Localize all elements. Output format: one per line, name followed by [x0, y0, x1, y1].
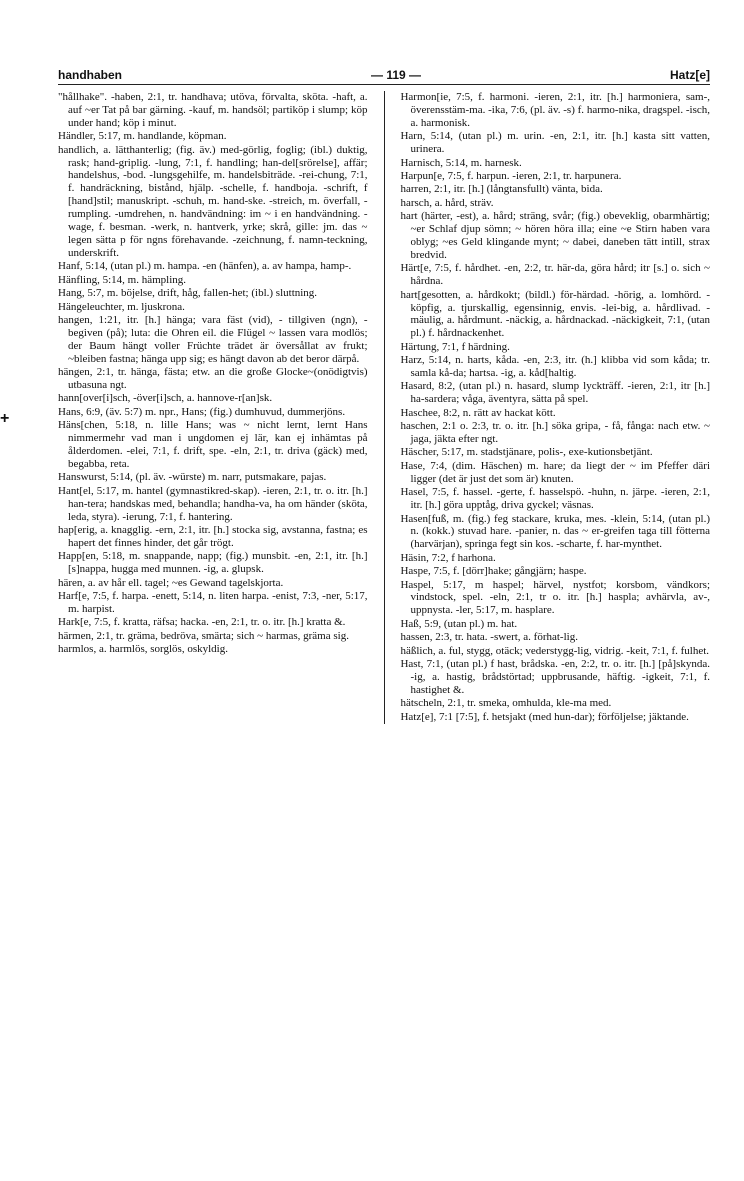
dictionary-entry: harren, 2:1, itr. [h.] (långtansfullt) vänta, bida.: [400, 183, 603, 196]
dictionary-entry: haschen, 2:1 o. 2:3, tr. o. itr. [h.] söka gripa, - få, fånga: nach etw. ~ jaga, jäkta efter ngt.: [400, 420, 710, 446]
dictionary-entry: Hanswurst, 5:14, (pl. äv. -würste) m. narr, putsmakare, pajas.: [58, 471, 327, 484]
dictionary-entry: hassen, 2:3, tr. hata. -swert, a. förhat-lig.: [400, 631, 578, 644]
left-column: [58, 91, 368, 724]
dictionary-entry: harmlos, a. harmlös, sorglös, oskyldig.: [58, 643, 228, 656]
dictionary-entry: Haspe, 7:5, f. [dörr]hake; gångjärn; haspe.: [400, 565, 587, 578]
dictionary-entry: Harnisch, 5:14, m. harnesk.: [400, 156, 522, 169]
header-left-guideword: handhaben: [58, 68, 123, 82]
dictionary-entry: Hark[e, 7:5, f. kratta, räfsa; hacka. -en, 2:1, tr. o. itr. [h.] kratta &.: [58, 616, 346, 629]
page-number: — 119 —: [370, 68, 422, 82]
dictionary-entry: Haspel, 5:17, m haspel; härvel, nystfot; korsbom, vändkors; vindstock, spel. -eln, 2:1, tr o. itr. [h.] haspla; avhärvla, av-, uppnysta. -ler, 5:17, m. hasplare.: [400, 578, 710, 617]
dictionary-entry: Häscher, 5:17, m. stadstjänare, polis-, exe-kutionsbetjänt.: [400, 446, 653, 459]
dictionary-entry: hätscheln, 2:1, tr. smeka, omhulda, kle-ma med.: [400, 697, 612, 710]
dictionary-entry: Hasel, 7:5, f. hassel. -gerte, f. hasselspö. -huhn, n. järpe. -ieren, 2:1, itr. [h.] göra upptåg, driva gyckel; väsnas.: [400, 486, 710, 512]
dictionary-entry: hangen, 1:21, itr. [h.] hänga; vara fäst (vid), - tillgiven (ngn), - begiven (på); luta: die Ohren eil. die Flügel ~ lassen vara modlös; der Baum hängt voller Früchte trädet är översållat av frukt; ~bleiben fastna; hänga upp sig; es hängt davon ab det beror därpå.: [58, 313, 368, 365]
dictionary-entry: härmen, 2:1, tr. gräma, bedröva, smärta; sich ~ harmas, gräma sig.: [58, 629, 349, 642]
header-right-guideword: Hatz[e]: [669, 68, 710, 82]
dictionary-entry: Hänfling, 5:14, m. hämpling.: [58, 273, 187, 286]
dictionary-entry: Hängeleuchter, m. ljuskrona.: [58, 300, 185, 313]
dictionary-entry: hann[over[i]sch, -över[i]sch, a. hannove-r[an]sk.: [58, 392, 273, 405]
dictionary-entry: handlich, a. lätthanterlig; (fig. äv.) med-görlig, foglig; (ibl.) duktig, rask; hand-griplig. -lung, 7:1, f. handling; han-del[srörelse], affär; handelshus, -bod. -lungsgehilfe, m. handelsbiträde. -rei-chung, 7:1, f. handräckning, bistånd, hjälp. -schelle, f. handboja. -schrift, f [hand]stil; manuskript. -schuh, m. hand-ske. -streich, m. överfall, -rumpling. -umdrehen, n. handvändning: im ~ i en handvändning. -wage, f. besman. -werk, n. hantverk, yrke; skrå, gille: jm. das ~ legen sätta p för ngns förehavande. -zeichnung, f. namn-teckning, underskrift.: [58, 143, 368, 259]
dictionary-entry: Häns[chen, 5:18, n. lille Hans; was ~ nicht lernt, lernt Hans nimmermehr vad man i ungdomen ej lär, kan ej inhämtas på ålderdomen. -elei, 7:1, f. drift, spe. -eln, 2:1, tr. driva (gäck) med, begabba, reta.: [58, 419, 368, 470]
dictionary-entry: Happ[en, 5:18, m. snappande, napp; (fig.) munsbit. -en, 2:1, itr. [h.] [s]nappa, hugga med munnen. -ig, a. glupsk.: [58, 550, 368, 576]
dictionary-entry: Hang, 5:7, m. böjelse, drift, håg, fallen-het; (ibl.) sluttning.: [58, 287, 318, 300]
dictionary-entry: Harmon[ie, 7:5, f. harmoni. -ieren, 2:1, itr. [h.] harmoniera, sam-, överensstäm-ma. -ika, 7:6, (pl. äv. -s) f. harmo-nika, dragspel. -isch, a. harmonisk.: [400, 91, 710, 129]
dictionary-entry: hären, a. av hår ell. tagel; ~es Gewand tagelskjorta.: [58, 576, 284, 589]
dictionary-entry: hart[gesotten, a. hårdkokt; (bildl.) för-härdad. -hörig, a. lomhörd. -köpfig, a. tjurskallig, egensinnig, envis. -lei-big, a. hårdlivad. -mäulig, a. hårdmunt. -näckig, a. hårdnackad. -näckigkeit, 7:1, (utan pl.) f. hårdnackenhet.: [400, 288, 710, 340]
dictionary-entry: Haschee, 8:2, n. rätt av hackat kött.: [400, 406, 556, 419]
dictionary-entry: Hanf, 5:14, (utan pl.) m. hampa. -en (hänfen), a. av hampa, hamp-.: [58, 260, 352, 273]
dictionary-entry: Härt[e, 7:5, f. hårdhet. -en, 2:2, tr. här-da, göra hård; itr [s.] o. sich ~ hårdna.: [400, 262, 710, 288]
columns: [58, 91, 710, 724]
margin-mark: +: [0, 410, 10, 427]
dictionary-entry: Hase, 7:4, (dim. Häschen) m. hare; da liegt der ~ im Pfeffer däri ligger (det är just det som är) knuten.: [400, 459, 710, 485]
dictionary-entry: Haß, 5:9, (utan pl.) m. hat.: [400, 617, 518, 630]
dictionary-entry: hap[erig, a. knagglig. -ern, 2:1, itr. [h.] stocka sig, avstanna, fastna; es hapert det finnes hinder, det går trögt.: [58, 523, 368, 549]
dictionary-entry: Hans, 6:9, (äv. 5:7) m. npr., Hans; (fig.) dumhuvud, dummerjöns.: [58, 405, 346, 418]
dictionary-entry: hängen, 2:1, tr. hänga, fästa; etw. an die große Glocke~(onödigtvis) utbasuna ngt.: [58, 366, 368, 391]
dictionary-entry: Harn, 5:14, (utan pl.) m. urin. -en, 2:1, itr. [h.] kasta sitt vatten, urinera.: [400, 130, 710, 156]
dictionary-entry: Hant[el, 5:17, m. hantel (gymnastikred-skap). -ieren, 2:1, tr. o. itr. [h.] han-tera; handskas med, behandla; handha-va, ha om händer (sköta, leda, styra). -ierung, 7:1, f. hantering.: [58, 484, 368, 523]
dictionary-entry: Hasen[fuß, m. (fig.) feg stackare, kruka, mes. -klein, 5:14, (utan pl.) n. (kokk.) stuvad hare. -panier, n. das ~ er-greifen taga till fötterna (harvärjan), springa fegt sin kos. -scharte, f. har-mynthet.: [400, 512, 710, 551]
right-column: [400, 91, 710, 724]
dictionary-entry: Härtung, 7:1, f härdning.: [400, 340, 510, 353]
dictionary-entry: Harf[e, 7:5, f. harpa. -enett, 5:14, n. liten harpa. -enist, 7:3, -ner, 5:17, m. harpist.: [58, 589, 368, 615]
dictionary-entry: Hatz[e], 7:1 [7:5], f. hetsjakt (med hun-dar); förföljelse; jäktande.: [400, 710, 689, 723]
dictionary-page: [58, 68, 710, 1138]
dictionary-entry: Häsin, 7:2, f harhona.: [400, 551, 496, 564]
dictionary-entry: häßlich, a. ful, stygg, otäck; vederstygg-lig, vidrig. -keit, 7:1, f. fulhet.: [400, 644, 710, 657]
page-header: [58, 68, 710, 85]
dictionary-entry: hart (härter, -est), a. hård; sträng, svår; (fig.) obeveklig, obarmhärtig; ~er Schlaf djup sömn; ~ hören höra illa; eine ~e Stirn haben vara oblyg; ~es Geld klingande mynt; ~ dabei, daneben tätt intill, strax bredvid.: [400, 210, 710, 261]
dictionary-entry: Hasard, 8:2, (utan pl.) n. hasard, slump lyckträff. -ieren, 2:1, itr [h.] ha-sardera; våga, äventyra, sätta på spel.: [400, 380, 710, 406]
dictionary-entry: Harpun[e, 7:5, f. harpun. -ieren, 2:1, tr. harpunera.: [400, 169, 622, 182]
column-divider: [384, 91, 385, 724]
dictionary-entry: "hållhake". -haben, 2:1, tr. handhava; utöva, förvalta, sköta. -haft, a. auf ~er Tat på bar gärning. -kauf, m. handsöl; partiköp i slump; köp under hand; köp i minut.: [58, 91, 368, 129]
dictionary-entry: harsch, a. hård, sträv.: [400, 196, 494, 209]
dictionary-entry: Harz, 5:14, n. harts, kåda. -en, 2:3, itr. (h.] klibba vid som kåda; tr. samla kå-da; hartsa. -ig, a. kåd[haltig.: [400, 354, 710, 380]
dictionary-entry: Hast, 7:1, (utan pl.) f hast, brådska. -en, 2:2, tr. o. itr. [h.] [på]skynda. -ig, a. hastig, brådstörtad; uppbrusande, häftig. -igkeit, 7:1, f. hastighet &.: [400, 657, 710, 696]
dictionary-entry: Händler, 5:17, m. handlande, köpman.: [58, 130, 227, 143]
